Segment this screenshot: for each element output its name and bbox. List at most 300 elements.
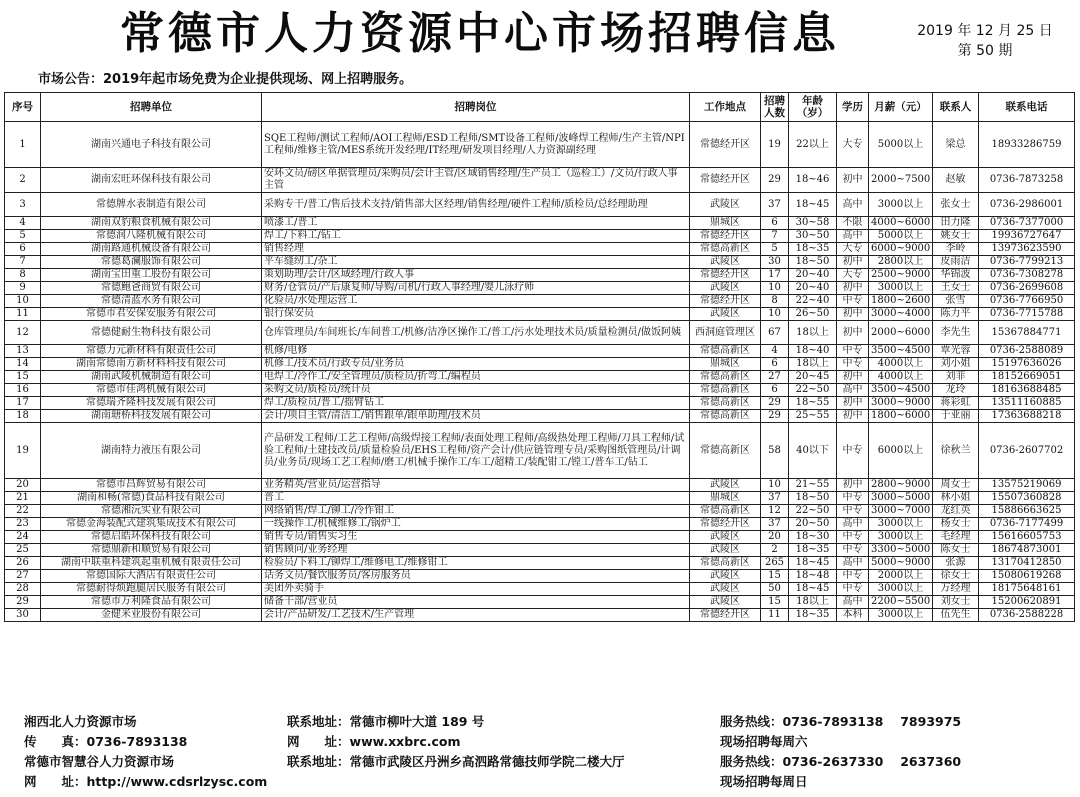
cell-contact: 刘菲 (933, 371, 979, 384)
cell-contact: 徐女士 (933, 570, 979, 583)
cell-positions: 美团外卖骑手 (262, 583, 690, 596)
cell-headcount: 29 (761, 410, 789, 423)
cell-headcount: 265 (761, 557, 789, 570)
cell-age: 26~50 (789, 308, 837, 321)
cell-location: 常德经开区 (690, 230, 761, 243)
cell-company: 常德金海装配式建筑集成技术有限公司 (41, 518, 262, 531)
cell-index: 29 (5, 596, 41, 609)
cell-salary: 3500~4500 (869, 384, 933, 397)
cell-company: 湖南路通机械设备有限公司 (41, 243, 262, 256)
table-row (5, 583, 1075, 596)
cell-headcount: 27 (761, 371, 789, 384)
cell-contact: 田力隆 (933, 217, 979, 230)
cell-positions: SQE工程师/测试工程师/AOI工程师/ESD工程师/SMT设备工程师/波峰焊工程师/生产主管/NPI工程师/维修主管/MES系统开发经理/IT经理/研发项目经理/人力资源副经理 (262, 122, 690, 168)
cell-age: 18~45 (789, 557, 837, 570)
cell-age: 18以上 (789, 596, 837, 609)
cell-phone: 0736-2607702 (979, 423, 1075, 479)
cell-age: 18~45 (789, 583, 837, 596)
cell-headcount: 2 (761, 544, 789, 557)
cell-company: 常德牌水表制造有限公司 (41, 193, 262, 217)
cell-company: 湖南宝田重工股份有限公司 (41, 269, 262, 282)
footer-address-2: 联系地址：常德市武陵区丹洲乡高泗路常德技师学院二楼大厅 (287, 754, 625, 769)
cell-age: 18~50 (789, 256, 837, 269)
cell-education: 中专 (837, 345, 869, 358)
header-location: 工作地点 (690, 93, 761, 122)
header-salary: 月薪（元） (869, 93, 933, 122)
cell-salary: 2000以上 (869, 570, 933, 583)
header-phone: 联系电话 (979, 93, 1075, 122)
table-row (5, 230, 1075, 243)
cell-salary: 5000~9000 (869, 557, 933, 570)
footer-hotline-2: 服务热线：0736-2637330 2637360 (720, 754, 962, 769)
cell-salary: 2000~7500 (869, 168, 933, 193)
table-row (5, 217, 1075, 230)
cell-salary: 3500~4500 (869, 345, 933, 358)
cell-contact: 陈力平 (933, 308, 979, 321)
cell-phone: 19936727647 (979, 230, 1075, 243)
cell-phone: 13170412850 (979, 557, 1075, 570)
cell-headcount: 15 (761, 570, 789, 583)
cell-headcount: 4 (761, 345, 789, 358)
table-row (5, 410, 1075, 423)
cell-location: 常德高新区 (690, 410, 761, 423)
cell-contact: 龙玲 (933, 384, 979, 397)
cell-company: 常德瑞齐隆科技发展有限公司 (41, 397, 262, 410)
cell-positions: 普工 (262, 492, 690, 505)
cell-location: 鼎城区 (690, 358, 761, 371)
cell-headcount: 30 (761, 256, 789, 269)
cell-phone: 0736-7177499 (979, 518, 1075, 531)
cell-location: 武陵区 (690, 544, 761, 557)
table-row (5, 479, 1075, 492)
cell-positions: 仓库管理员/车间班长/车间普工/机修/洁净区操作工/普工/污水处理技术员/质量检测员/做饭阿姨 (262, 321, 690, 345)
cell-education: 大专 (837, 122, 869, 168)
cell-salary: 3000~7000 (869, 505, 933, 518)
cell-index: 26 (5, 557, 41, 570)
cell-contact: 皮雨洁 (933, 256, 979, 269)
cell-index: 1 (5, 122, 41, 168)
cell-index: 10 (5, 295, 41, 308)
cell-phone: 15080619268 (979, 570, 1075, 583)
cell-headcount: 58 (761, 423, 789, 479)
cell-education: 高中 (837, 193, 869, 217)
cell-company: 常德鲍爸商贸有限公司 (41, 282, 262, 295)
cell-education: 初中 (837, 308, 869, 321)
table-row (5, 505, 1075, 518)
cell-headcount: 11 (761, 609, 789, 622)
cell-education: 初中 (837, 168, 869, 193)
cell-contact: 姚女士 (933, 230, 979, 243)
cell-positions: 话务文员/餐饮服务员/客房服务员 (262, 570, 690, 583)
cell-location: 常德高新区 (690, 243, 761, 256)
cell-phone: 0736-7873258 (979, 168, 1075, 193)
cell-contact: 刘小姐 (933, 358, 979, 371)
footer-address-1: 联系地址：常德市柳叶大道 189 号 (287, 714, 485, 729)
cell-location: 常德高新区 (690, 423, 761, 479)
cell-location: 常德经开区 (690, 295, 761, 308)
cell-company: 湖南双豹粮食机械有限公司 (41, 217, 262, 230)
cell-phone: 18175648161 (979, 583, 1075, 596)
cell-index: 11 (5, 308, 41, 321)
cell-location: 常德高新区 (690, 557, 761, 570)
cell-salary: 2800~9000 (869, 479, 933, 492)
footer-onsite-1: 现场招聘每周六 (720, 734, 808, 749)
cell-company: 常德润八隆机械有限公司 (41, 230, 262, 243)
cell-headcount: 6 (761, 217, 789, 230)
cell-index: 21 (5, 492, 41, 505)
cell-contact: 张雪 (933, 295, 979, 308)
cell-company: 常德葛澜服饰有限公司 (41, 256, 262, 269)
cell-phone: 15367884771 (979, 321, 1075, 345)
cell-index: 20 (5, 479, 41, 492)
table-row (5, 531, 1075, 544)
cell-positions: 银行保安员 (262, 308, 690, 321)
cell-company: 湖南宏旺环保科技有限公司 (41, 168, 262, 193)
table-row (5, 122, 1075, 168)
footer-website-2[interactable]: 网 址：http://www.cdsrlzysc.com (24, 774, 268, 789)
cell-education: 中专 (837, 505, 869, 518)
table-row (5, 544, 1075, 557)
cell-headcount: 10 (761, 479, 789, 492)
cell-company: 常德市万利隆食品有限公司 (41, 596, 262, 609)
cell-education: 初中 (837, 410, 869, 423)
cell-index: 15 (5, 371, 41, 384)
cell-company: 常德市君安保安服务有限公司 (41, 308, 262, 321)
cell-company: 常德市昌辉贸易有限公司 (41, 479, 262, 492)
table-row (5, 295, 1075, 308)
cell-phone: 0736-7766950 (979, 295, 1075, 308)
cell-education: 大专 (837, 243, 869, 256)
cell-location: 常德高新区 (690, 384, 761, 397)
cell-company: 常德国际大酒店有限责任公司 (41, 570, 262, 583)
cell-salary: 4000~6000 (869, 217, 933, 230)
cell-education: 中专 (837, 544, 869, 557)
cell-education: 本科 (837, 609, 869, 622)
header-company: 招聘单位 (41, 93, 262, 122)
cell-index: 3 (5, 193, 41, 217)
cell-education: 中专 (837, 358, 869, 371)
cell-index: 12 (5, 321, 41, 345)
cell-phone: 18674873001 (979, 544, 1075, 557)
cell-salary: 3000以上 (869, 583, 933, 596)
cell-positions: 采购文员/质检员/统计员 (262, 384, 690, 397)
cell-headcount: 12 (761, 505, 789, 518)
header-headcount: 招聘人数 (761, 93, 789, 122)
cell-age: 25~55 (789, 410, 837, 423)
cell-location: 武陵区 (690, 193, 761, 217)
cell-contact: 张女士 (933, 193, 979, 217)
cell-positions: 销售顾问/业务经理 (262, 544, 690, 557)
cell-positions: 喷漆工/普工 (262, 217, 690, 230)
cell-index: 17 (5, 397, 41, 410)
cell-education: 中专 (837, 583, 869, 596)
cell-salary: 2500~9000 (869, 269, 933, 282)
cell-phone: 13575219069 (979, 479, 1075, 492)
page-title: 常德市人力资源中心市场招聘信息 (120, 8, 840, 59)
cell-education: 高中 (837, 384, 869, 397)
table-header-row (5, 93, 1075, 122)
table-row (5, 321, 1075, 345)
table-row (5, 308, 1075, 321)
cell-age: 18~46 (789, 168, 837, 193)
cell-index: 30 (5, 609, 41, 622)
cell-headcount: 6 (761, 384, 789, 397)
cell-contact: 徐秋兰 (933, 423, 979, 479)
cell-salary: 5000以上 (869, 230, 933, 243)
cell-location: 武陵区 (690, 479, 761, 492)
cell-location: 武陵区 (690, 282, 761, 295)
cell-age: 18~40 (789, 345, 837, 358)
cell-phone: 0736-2588089 (979, 345, 1075, 358)
cell-education: 中专 (837, 570, 869, 583)
cell-age: 18~48 (789, 570, 837, 583)
cell-location: 武陵区 (690, 596, 761, 609)
cell-location: 武陵区 (690, 583, 761, 596)
recruitment-table (4, 92, 1075, 622)
issue-number: 第 50 期 (957, 43, 1013, 59)
table-row (5, 168, 1075, 193)
cell-positions: 采购专干/普工/售后技术支持/销售部大区经理/销售经理/硬件工程师/质检员/总经理助理 (262, 193, 690, 217)
cell-index: 22 (5, 505, 41, 518)
cell-phone: 18933286759 (979, 122, 1075, 168)
cell-index: 16 (5, 384, 41, 397)
cell-education: 中专 (837, 531, 869, 544)
cell-headcount: 37 (761, 518, 789, 531)
cell-education: 初中 (837, 321, 869, 345)
header-positions: 招聘岗位 (262, 93, 690, 122)
cell-salary: 3000~4000 (869, 308, 933, 321)
cell-location: 常德高新区 (690, 345, 761, 358)
cell-education: 高中 (837, 557, 869, 570)
cell-positions: 网络销售/焊工/铆工/冷作钳工 (262, 505, 690, 518)
cell-education: 不限 (837, 217, 869, 230)
cell-headcount: 20 (761, 531, 789, 544)
cell-phone: 0736-2986001 (979, 193, 1075, 217)
table-row (5, 269, 1075, 282)
header-education: 学历 (837, 93, 869, 122)
cell-headcount: 19 (761, 122, 789, 168)
cell-location: 武陵区 (690, 308, 761, 321)
table-row (5, 282, 1075, 295)
cell-education: 初中 (837, 371, 869, 384)
cell-headcount: 7 (761, 230, 789, 243)
cell-index: 4 (5, 217, 41, 230)
cell-index: 19 (5, 423, 41, 479)
cell-phone: 0736-2699608 (979, 282, 1075, 295)
cell-company: 金健米业股份有限公司 (41, 609, 262, 622)
cell-education: 初中 (837, 256, 869, 269)
cell-location: 武陵区 (690, 531, 761, 544)
cell-phone: 0736-2588228 (979, 609, 1075, 622)
cell-positions: 策划助理/会计/区域经理/行政人事 (262, 269, 690, 282)
cell-contact: 张源 (933, 557, 979, 570)
cell-positions: 一线操作工/机械维修工/锅炉工 (262, 518, 690, 531)
cell-age: 18~45 (789, 193, 837, 217)
cell-age: 20~45 (789, 371, 837, 384)
cell-index: 6 (5, 243, 41, 256)
cell-salary: 3000以上 (869, 518, 933, 531)
cell-location: 常德经开区 (690, 609, 761, 622)
cell-company: 湖南兴通电子科技有限公司 (41, 122, 262, 168)
cell-company: 常德启皓环保科技有限公司 (41, 531, 262, 544)
cell-headcount: 15 (761, 596, 789, 609)
cell-location: 武陵区 (690, 570, 761, 583)
header-contact: 联系人 (933, 93, 979, 122)
table-row (5, 384, 1075, 397)
cell-headcount: 29 (761, 168, 789, 193)
table-row (5, 371, 1075, 384)
cell-age: 18以上 (789, 358, 837, 371)
cell-age: 22~50 (789, 505, 837, 518)
cell-company: 常德清蓝水务有限公司 (41, 295, 262, 308)
cell-index: 27 (5, 570, 41, 583)
cell-age: 21~55 (789, 479, 837, 492)
cell-salary: 3000以上 (869, 193, 933, 217)
cell-education: 初中 (837, 282, 869, 295)
table-row (5, 609, 1075, 622)
cell-age: 18~35 (789, 609, 837, 622)
cell-positions: 机修工/技术员/行政专员/业务员 (262, 358, 690, 371)
table-row (5, 492, 1075, 505)
cell-index: 7 (5, 256, 41, 269)
cell-index: 28 (5, 583, 41, 596)
cell-contact: 王女士 (933, 282, 979, 295)
cell-phone: 17363688218 (979, 410, 1075, 423)
table-row (5, 345, 1075, 358)
cell-headcount: 10 (761, 282, 789, 295)
cell-age: 20~40 (789, 269, 837, 282)
cell-index: 25 (5, 544, 41, 557)
cell-age: 18~50 (789, 492, 837, 505)
cell-location: 常德经开区 (690, 168, 761, 193)
cell-location: 常德高新区 (690, 505, 761, 518)
cell-index: 8 (5, 269, 41, 282)
cell-salary: 3000以上 (869, 609, 933, 622)
table-row (5, 397, 1075, 410)
cell-company: 常德健耐生物科技有限公司 (41, 321, 262, 345)
cell-company: 常德市佳鸿机械有限公司 (41, 384, 262, 397)
cell-positions: 安环文员/磅区单据管理员/采购员/会计主管/区域销售经理/生产员工（巡检工）/文员/行政人事主管 (262, 168, 690, 193)
cell-contact: 华锦波 (933, 269, 979, 282)
cell-positions: 会计/产品研发/工艺技术/生产管理 (262, 609, 690, 622)
cell-phone: 0736-7308278 (979, 269, 1075, 282)
cell-headcount: 6 (761, 358, 789, 371)
cell-location: 常德经开区 (690, 269, 761, 282)
footer-org-2: 常德市智慧谷人力资源市场 (24, 754, 175, 769)
cell-positions: 检验员/下料工/铆焊工/维修电工/维修钳工 (262, 557, 690, 570)
cell-salary: 4000以上 (869, 371, 933, 384)
cell-contact: 伍先生 (933, 609, 979, 622)
cell-headcount: 5 (761, 243, 789, 256)
table-row (5, 243, 1075, 256)
cell-positions: 财务/仓管员/产后康复师/导购/司机/行政人事经理/婴儿泳疗师 (262, 282, 690, 295)
cell-age: 18~55 (789, 397, 837, 410)
footer-onsite-2: 现场招聘每周日 (720, 774, 808, 789)
cell-location: 西洞庭管理区 (690, 321, 761, 345)
cell-company: 湖南瑭桥科技发展有限公司 (41, 410, 262, 423)
cell-contact: 龙红英 (933, 505, 979, 518)
cell-education: 中专 (837, 295, 869, 308)
cell-company: 常德湘沅实业有限公司 (41, 505, 262, 518)
cell-salary: 5000以上 (869, 122, 933, 168)
footer (0, 712, 1080, 797)
cell-positions: 销售经理 (262, 243, 690, 256)
cell-contact: 杨女士 (933, 518, 979, 531)
cell-location: 常德经开区 (690, 122, 761, 168)
cell-company: 常德耐得烦跑腿居民服务有限公司 (41, 583, 262, 596)
cell-index: 2 (5, 168, 41, 193)
cell-contact: 赵敏 (933, 168, 979, 193)
table-row (5, 596, 1075, 609)
footer-hotline-1: 服务热线：0736-7893138 7893975 (720, 714, 962, 729)
cell-contact: 陈女士 (933, 544, 979, 557)
cell-age: 22~40 (789, 295, 837, 308)
cell-age: 18~35 (789, 544, 837, 557)
cell-contact: 梁总 (933, 122, 979, 168)
cell-location: 常德经开区 (690, 518, 761, 531)
cell-age: 40以下 (789, 423, 837, 479)
cell-phone: 18152669051 (979, 371, 1075, 384)
cell-company: 常德力元新材料有限责任公司 (41, 345, 262, 358)
cell-education: 高中 (837, 518, 869, 531)
table-row (5, 256, 1075, 269)
cell-contact: 刘女士 (933, 596, 979, 609)
cell-company: 湖南武陵机械制造有限公司 (41, 371, 262, 384)
cell-education: 高中 (837, 230, 869, 243)
cell-positions: 化验员/水处理运营工 (262, 295, 690, 308)
cell-index: 23 (5, 518, 41, 531)
cell-phone: 18163688485 (979, 384, 1075, 397)
cell-education: 高中 (837, 596, 869, 609)
footer-fax: 传 真：0736-7893138 (24, 734, 188, 749)
cell-positions: 电焊工/冷作工/安全管理员/质检员/折弯工/编程员 (262, 371, 690, 384)
cell-positions: 销售专员/销售实习生 (262, 531, 690, 544)
cell-positions: 会计/项目主管/清洁工/销售跟单/跟单助理/技术员 (262, 410, 690, 423)
cell-headcount: 10 (761, 308, 789, 321)
table-row (5, 423, 1075, 479)
header-age: 年龄（岁） (789, 93, 837, 122)
cell-phone: 15200620891 (979, 596, 1075, 609)
cell-headcount: 37 (761, 193, 789, 217)
cell-education: 中专 (837, 492, 869, 505)
issue-date: 2019 年 12 月 25 日 (917, 23, 1053, 39)
cell-salary: 1800~6000 (869, 410, 933, 423)
cell-company: 湖南常德南方新材料科技有限公司 (41, 358, 262, 371)
cell-contact: 于亚丽 (933, 410, 979, 423)
cell-age: 18~35 (789, 243, 837, 256)
cell-contact: 李先生 (933, 321, 979, 345)
cell-education: 初中 (837, 479, 869, 492)
cell-company: 湖南和畅(常德)食品科技有限公司 (41, 492, 262, 505)
cell-positions: 机修/电修 (262, 345, 690, 358)
cell-contact: 周女士 (933, 479, 979, 492)
footer-website-1[interactable]: 网 址：www.xxbrc.com (287, 734, 461, 749)
cell-phone: 15197636026 (979, 358, 1075, 371)
cell-phone: 15886663625 (979, 505, 1075, 518)
cell-positions: 焊工/质检员/普工/摇臂钻工 (262, 397, 690, 410)
cell-phone: 0736-7377000 (979, 217, 1075, 230)
cell-age: 20~50 (789, 518, 837, 531)
cell-headcount: 50 (761, 583, 789, 596)
cell-salary: 2800以上 (869, 256, 933, 269)
cell-index: 18 (5, 410, 41, 423)
cell-age: 22~50 (789, 384, 837, 397)
cell-phone: 13511160885 (979, 397, 1075, 410)
cell-age: 20~40 (789, 282, 837, 295)
cell-location: 常德高新区 (690, 397, 761, 410)
table-row (5, 570, 1075, 583)
cell-salary: 4000以上 (869, 358, 933, 371)
